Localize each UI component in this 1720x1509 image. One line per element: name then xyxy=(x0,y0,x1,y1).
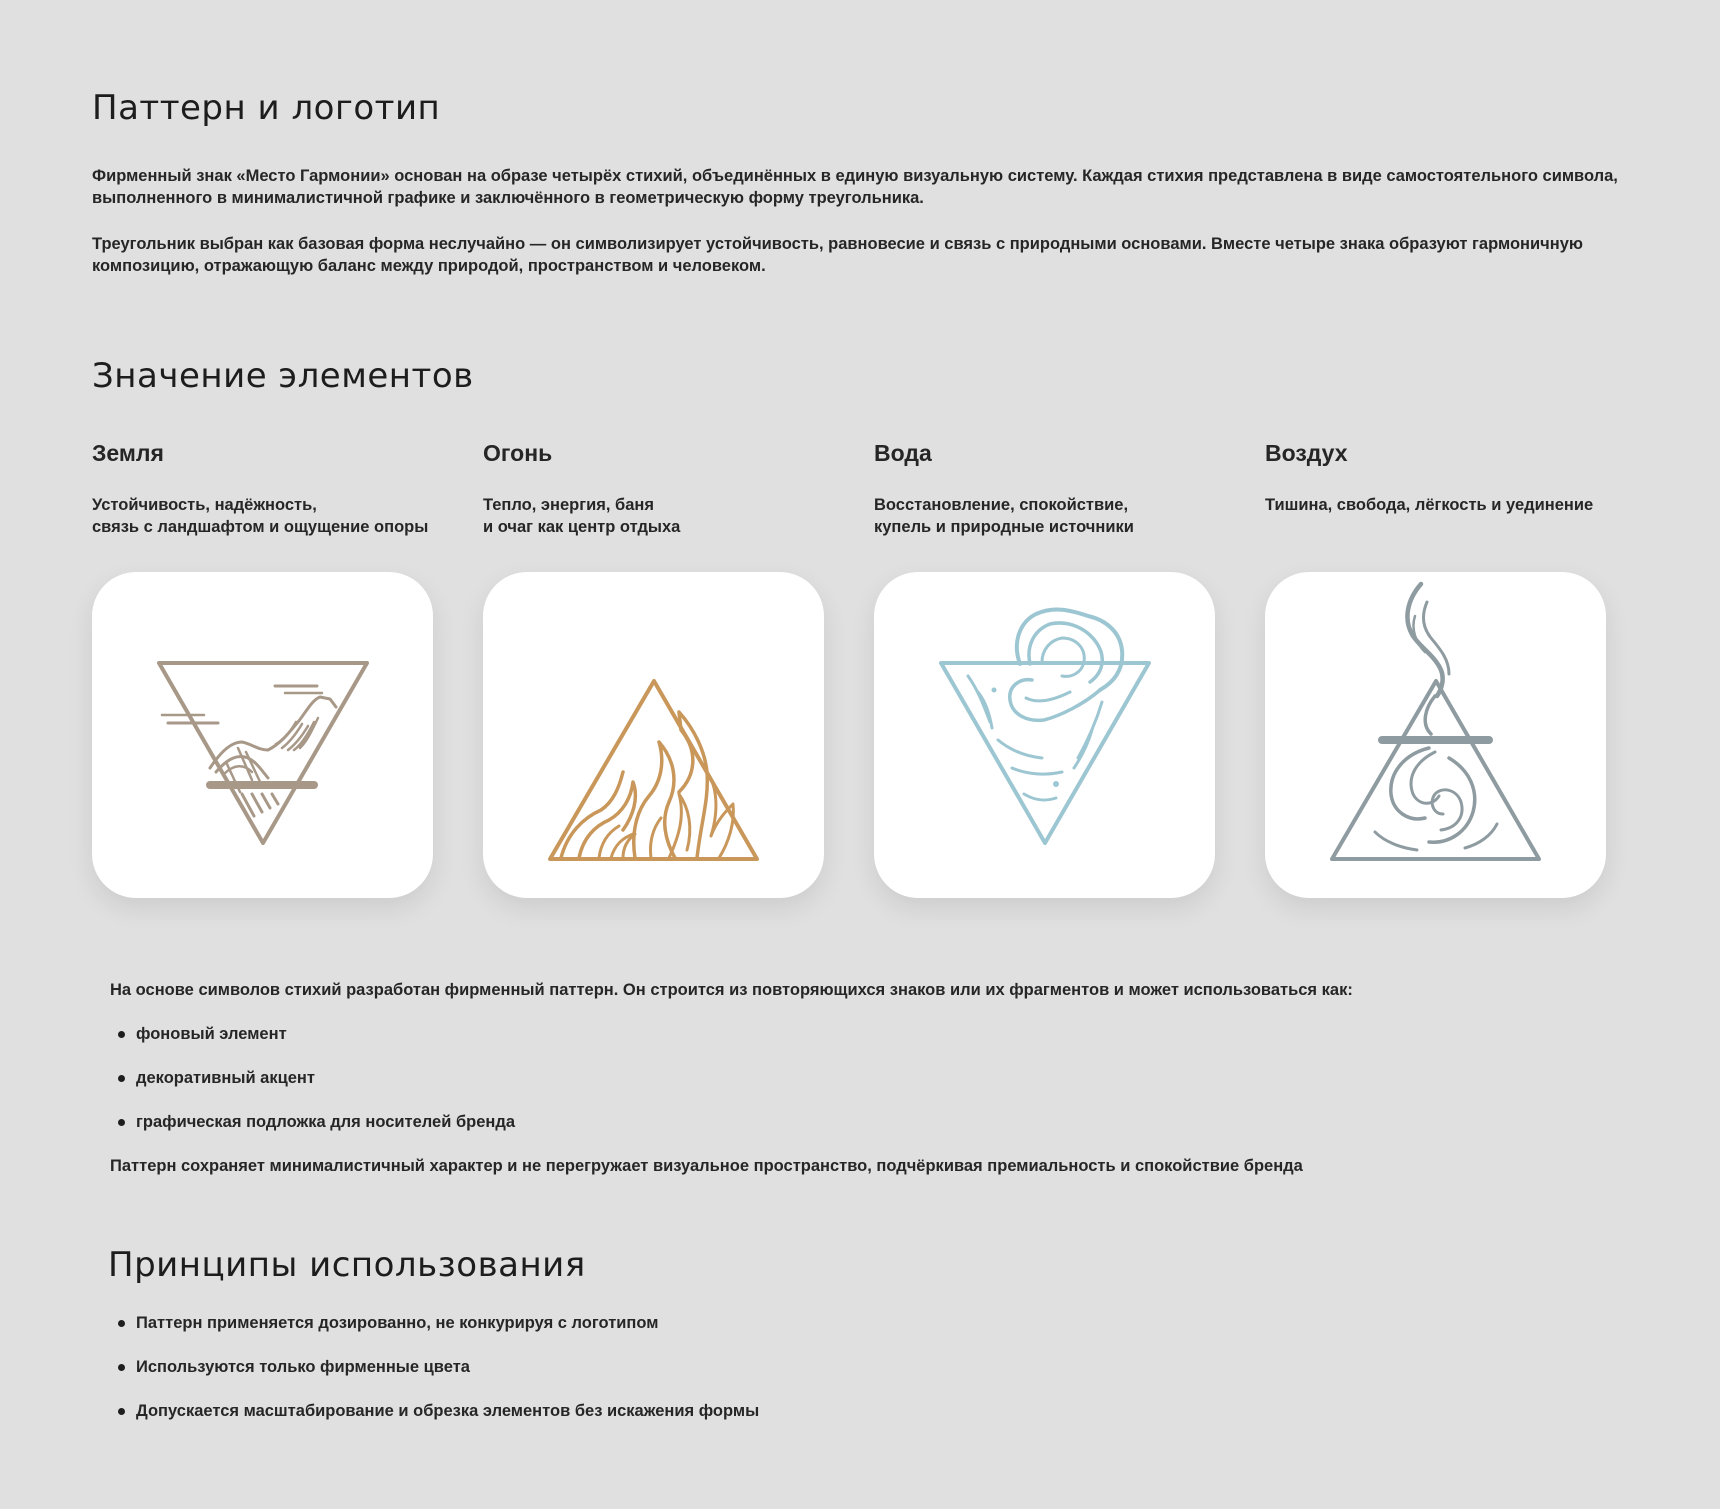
principles-list xyxy=(110,1312,759,1444)
water-card xyxy=(874,572,1215,898)
element-title: Воздух xyxy=(1265,440,1348,466)
earth-triangle-icon xyxy=(92,572,433,898)
list-item: декоративный акцент xyxy=(110,1067,515,1111)
section-title-pattern-logo: Паттерн и логотип xyxy=(92,88,441,128)
element-column-water xyxy=(874,440,1219,560)
fire-card xyxy=(483,572,824,898)
list-item: Паттерн применяется дозированно, не конкурируя с логотипом xyxy=(110,1312,759,1356)
earth-card xyxy=(92,572,433,898)
element-description: Восстановление, спокойствие, купель и природные источники xyxy=(874,496,1134,536)
list-item: Используются только фирменные цвета xyxy=(110,1356,759,1400)
pattern-intro: На основе символов стихий разработан фирменный паттерн. Он строится из повторяющихся знаков или их фрагментов и может использоваться как: xyxy=(110,981,1353,999)
air-card xyxy=(1265,572,1606,898)
list-item: фоновый элемент xyxy=(110,1023,515,1067)
element-title: Земля xyxy=(92,440,164,466)
list-item: Допускается масштабирование и обрезка элементов без искажения формы xyxy=(110,1400,759,1444)
element-description: Тепло, энергия, баня и очаг как центр отдыха xyxy=(483,496,681,536)
list-item: графическая подложка для носителей бренда xyxy=(110,1111,515,1155)
intro-paragraph-2: Треугольник выбран как базовая форма неслучайно — он символизирует устойчивость, равновесие и связь с природными основами. Вместе четыре знака образуют гармоничную композицию, отражающую баланс между природой, пространством и человеком. xyxy=(92,235,1583,275)
fire-triangle-icon xyxy=(483,572,824,898)
section-title-principles: Принципы использования xyxy=(108,1245,586,1285)
pattern-outro: Паттерн сохраняет минималистичный характер и не перегружает визуальное пространство, подчёркивая премиальность и спокойствие бренда xyxy=(110,1157,1303,1175)
intro-paragraph-1: Фирменный знак «Место Гармонии» основан на образе четырёх стихий, объединённых в единую визуальную систему. Каждая стихия представлена в виде самостоятельного символа, выполненного в минималистичной графике и заключённого в геометрическую форму треугольника. xyxy=(92,167,1618,207)
section-title-elements: Значение элементов xyxy=(92,356,474,396)
element-column-fire xyxy=(483,440,828,560)
element-description: Устойчивость, надёжность, связь с ландшафтом и ощущение опоры xyxy=(92,496,429,536)
element-title: Вода xyxy=(874,440,932,466)
element-title: Огонь xyxy=(483,440,553,466)
pattern-uses-list xyxy=(110,1023,515,1155)
air-triangle-icon xyxy=(1265,572,1606,898)
element-column-air xyxy=(1265,440,1610,560)
element-description: Тишина, свобода, лёгкость и уединение xyxy=(1265,496,1594,514)
water-triangle-icon xyxy=(874,572,1215,898)
element-column-earth xyxy=(92,440,437,560)
